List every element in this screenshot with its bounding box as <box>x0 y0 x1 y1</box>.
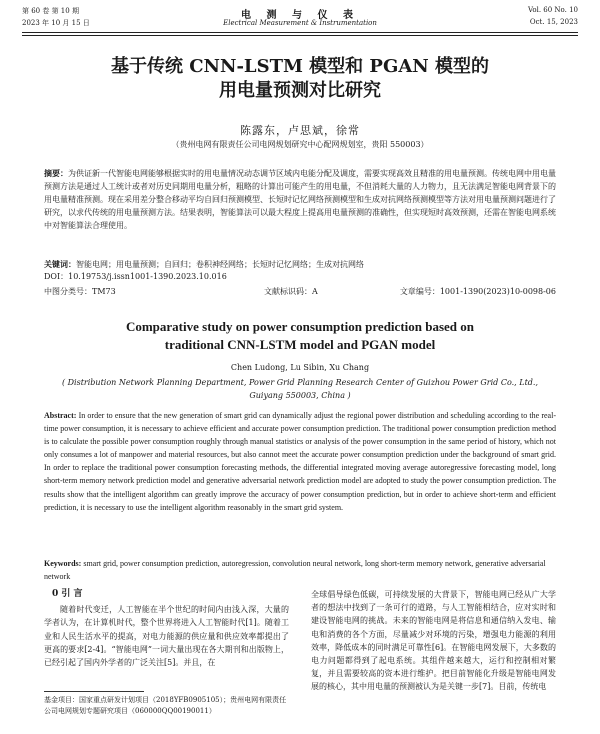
title-en-line1: Comparative study on power consumption prediction based on <box>125 319 475 334</box>
body-column-right <box>311 588 556 694</box>
title-cn-line2: 用电量预测对比研究 <box>219 80 381 101</box>
paper-title-en <box>60 318 540 354</box>
intro-paragraph-left: 随着时代变迁，人工智能在半个世纪的时间内由浅入深，大量的学者认为，在计算机时代，整个世界将进入人工智能时代[1]。随着工业和人民生活水平的提高，对电力能源的供应量和供应效率都提出了更高的要求[2-4]。“智能电网”一词大量出现在各大期刊和出版物上，已经引起了国内外学者的广泛关注[5]。并且，在 <box>44 605 289 668</box>
article-number: 文章编号：1001-1390(2023)10-0098-06 <box>399 287 556 296</box>
abstract-cn <box>44 167 556 232</box>
keywords-cn-label: 关键词： <box>44 259 76 269</box>
authors-cn: 陈露东，卢思斌，徐常 <box>240 124 360 137</box>
journal-title-en: Electrical Measurement & Instrumentation <box>223 19 377 27</box>
running-header <box>22 6 578 32</box>
affiliation-en-line2: Guiyang 550003, China ) <box>249 391 351 400</box>
abstract-en-text: In order to ensure that the new generation of smart grid can dynamically adjust the regional power distribution and scheduling according to the real-time power consumption, it is necessary to achieve efficient and accurate power consumption prediction. The traditional power consumption prediction method is to calculate the possible power consumption roughly through manual statistics or analysis of the power consumption in the same period of history, which not only consumes a lot of manpower and material resources, but also cannot meet the accurate power consumption prediction under the background of smart grid. In order to replace the traditional power consumption forecasting methods, the differential integrated moving average autoregressive forecasting model, long short-term memory network prediction model and generative adversarial network prediction model are adopted to study the power consumption prediction. The results show that the intelligent algorithm can greatly improve the accuracy of power consumption prediction, but in order to achieve short-term and efficient prediction, it is necessary to use the intelligent algorithm reasonably in the smart grid system. <box>44 411 556 512</box>
abstract-en-label: Abstract: <box>44 411 77 420</box>
footnote-rule <box>44 691 144 692</box>
header-rule-thin <box>22 35 578 36</box>
keywords-cn-text: 智能电网；用电量预测；自回归；卷积神经网络；长短时记忆网络；生成对抗网络 <box>76 260 364 269</box>
keywords-cn <box>44 258 556 271</box>
title-en-line2: traditional CNN-LSTM model and PGAN model <box>164 337 436 352</box>
section-heading-intro: 0 引 言 <box>52 589 83 599</box>
body-column-left <box>44 588 289 669</box>
paper-title-cn <box>40 55 560 103</box>
title-cn-line1: 基于传统 CNN-LSTM 模型和 PGAN 模型的 <box>110 56 490 77</box>
affiliation-en <box>60 376 540 402</box>
funding-footnote: 基金项目：国家重点研发计划项目（2018YFB0905105）；贵州电网有限责任公司电网规划专题研究项目（060000QQ00190011） <box>44 696 287 715</box>
abstract-en <box>44 409 556 514</box>
clc-number: 中图分类号：TM73 <box>44 287 116 296</box>
volume-issue-en: Vol. 60 No. 10 <box>527 6 578 14</box>
keywords-en-label: Keywords: <box>44 559 82 568</box>
keywords-en-text: smart grid, power consumption prediction, autoregression, convolution neural network, long short-term memory network, generative adversarial network <box>44 559 546 581</box>
doi: DOI：10.19753/j.issn1001-1390.2023.10.016 <box>44 272 227 281</box>
journal-title-cn: 电 测 与 仪 表 <box>241 10 359 21</box>
volume-issue-cn: 第 60 卷 第 10 期 <box>22 7 79 15</box>
affiliation-en-line1: ( Distribution Network Planning Department, Power Grid Planning Research Center of Guizhou Power Grid Co., Ltd., <box>61 378 539 387</box>
abstract-cn-label: 摘要： <box>44 168 68 178</box>
classification-row <box>44 286 556 298</box>
document-code: 文献标识码：A <box>264 287 318 296</box>
abstract-cn-text: 为供证新一代智能电网能够根据实时的用电量情况动态调节区域内电能分配及调度，需要实现高效且精准的用电量预测。传统电网中用电量预测方法是通过人工统计或者对历史同期用电量分析，粗略的计算出可能产生的用电量，不但消耗大量的人力物力，且无法满足智能电网背景下的用电量精准预测。现在采用差分整合移动平均自回归预测模型、长短时记忆网络预测模型和生成对抗网络预测模型等方法对用电量预测问题进行了研究，以求代传统的用电量预测方法。结果表明，智能算法可以最大程度上提高用电量预测的准确性，但实现短时高效预测，还需在智能电网系统中对智能算法合理使用。 <box>44 169 556 230</box>
date-cn: 2023 年 10 月 15 日 <box>22 19 90 27</box>
header-rule <box>22 32 578 33</box>
keywords-en <box>44 557 556 583</box>
date-en: Oct. 15, 2023 <box>529 18 578 26</box>
affiliation-cn: （贵州电网有限责任公司电网规划研究中心配网规划室，贵阳 550003） <box>171 140 429 149</box>
intro-paragraph-right: 全球倡导绿色低碳，可持续发展的大背景下，智能电网已经从广大学者的想法中找到了一条可行的道路，与人工智能相结合，应对实时和建设智能电网的挑战。未来的智能电网是将信息和通信纳入发电、输电和消费的各个方面，尽量减少对环境的污染，增强电力能源的利用效率，降低成本的同时满足可靠性[6]。在智能电网发展下，大多数的电力问题都得到了起电系统。其组件越来越大，运行和控制相对繁复，并且需要较高的资本进行维护。把目前智能化升级是智能电网发展的核心，其中用电量的预测被认为是关键一步[7]。目前，传统电 <box>311 590 556 692</box>
authors-en: Chen Ludong, Lu Sibin, Xu Chang <box>230 363 370 372</box>
